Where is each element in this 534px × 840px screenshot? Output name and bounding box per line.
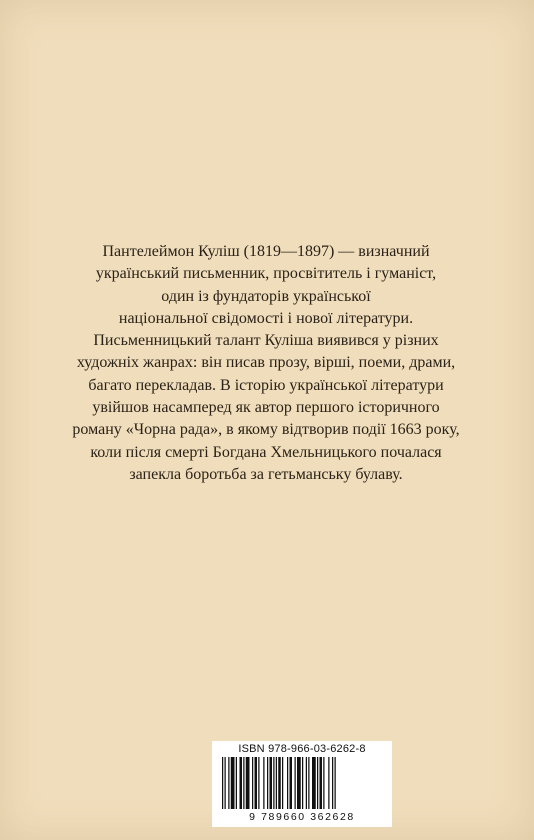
barcode-bar xyxy=(243,757,244,809)
barcode-bar xyxy=(295,757,296,809)
isbn-number: ISBN 978-966-03-6262-8 xyxy=(238,743,366,755)
barcode-bar xyxy=(332,757,333,809)
barcode-bar xyxy=(225,757,226,809)
barcode-bar xyxy=(323,757,324,809)
barcode-bar xyxy=(335,757,336,809)
barcode-bar xyxy=(252,757,253,809)
description-line: національної свідомості і нової літератури. xyxy=(118,309,414,327)
barcode-bar xyxy=(297,757,301,809)
barcode-bar xyxy=(317,757,318,809)
description-line: роману «Чорна рада», в якому відтворив події 1663 року, xyxy=(72,421,460,439)
barcode-bar xyxy=(258,757,259,809)
description-line: увійшов насамперед як автор першого історичного xyxy=(92,399,440,417)
barcode-digits: 9 789660 362628 xyxy=(249,811,355,823)
description-line: український письменник, просвітитель і гуманіст, xyxy=(95,265,437,283)
book-description xyxy=(52,241,480,486)
barcode-bar xyxy=(320,757,323,809)
barcode-bar xyxy=(278,757,281,809)
barcode-bar xyxy=(263,757,264,809)
description-line: Пантелеймон Куліш (1819—1897) — визначний xyxy=(102,243,430,260)
barcode-bar xyxy=(273,757,274,809)
barcode-bar xyxy=(306,757,307,809)
description-line: запекла боротьба за гетьманську булаву. xyxy=(129,465,403,483)
barcode-bar xyxy=(255,757,258,809)
barcode-bar xyxy=(270,757,273,809)
barcode-bar xyxy=(290,757,293,809)
barcode-bar xyxy=(267,757,268,809)
barcode-bar xyxy=(287,757,288,809)
description-line: художніх жанрах: він писав прозу, вірші, поеми, драми, xyxy=(76,354,456,372)
barcode-bar xyxy=(312,757,316,809)
barcode-bar xyxy=(282,757,283,809)
barcode-bar xyxy=(308,757,309,809)
description-line: коли після смерті Богдана Хмельницького почалася xyxy=(90,443,442,461)
isbn-barcode xyxy=(212,741,392,827)
description-line: багато перекладав. В історію української літератури xyxy=(88,376,444,394)
barcode-bar xyxy=(276,757,277,809)
barcode-icon xyxy=(218,757,386,813)
barcode-bar xyxy=(328,757,329,809)
barcode-bar xyxy=(246,757,250,809)
description-line: один із фундаторів української xyxy=(161,287,371,305)
barcode-bar xyxy=(228,757,229,809)
barcode-bar xyxy=(231,757,235,809)
barcode-bar xyxy=(302,757,303,809)
barcode-bar xyxy=(240,757,243,809)
barcode-bar xyxy=(222,757,223,809)
description-line: Письменницький талант Куліша виявився у різних xyxy=(93,332,439,350)
barcode-bar xyxy=(236,757,237,809)
